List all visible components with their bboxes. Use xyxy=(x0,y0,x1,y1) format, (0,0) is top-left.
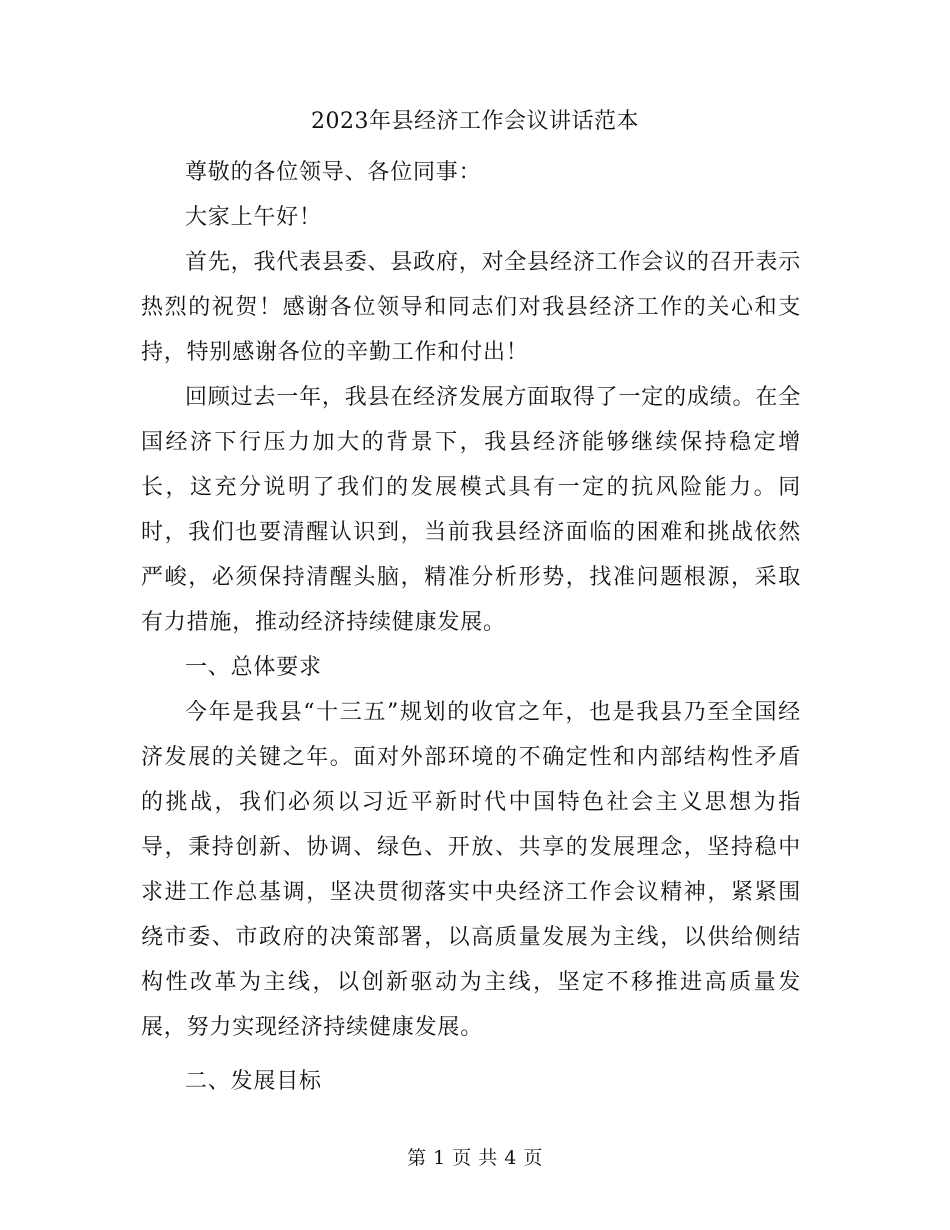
section-heading-general-requirements: 一、总体要求 xyxy=(185,655,322,680)
review-paragraph: 回顾过去一年，我县在经济发展方面取得了一定的成绩。在全国经济下行压力加大的背景下，我县经济能够继续保持稳定增长，这充分说明了我们的发展模式具有一定的抗风险能力。同时，我们也要清醒认识到，当前我县经济面临的困难和挑战依然严峻，必须保持清醒头脑，精准分析形势，找准问题根源，采取有力措施，推动经济持续健康发展。 xyxy=(141,385,801,635)
document-title: 2023年县经济工作会议讲话范本 xyxy=(311,109,639,134)
opening-paragraph: 首先，我代表县委、县政府，对全县经济工作会议的召开表示热烈的祝贺！感谢各位领导和同志们对我县经济工作的关心和支持，特别感谢各位的辛勤工作和付出！ xyxy=(141,250,801,365)
general-requirements-paragraph: 今年是我县“十三五”规划的收官之年，也是我县乃至全国经济发展的关键之年。面对外部环境的不确定性和内部结构性矛盾的挑战，我们必须以习近平新时代中国特色社会主义思想为指导，秉持创新、协调、绿色、开放、共享的发展理念，坚持稳中求进工作总基调，坚决贯彻落实中央经济工作会议精神，紧紧围绕市委、市政府的决策部署，以高质量发展为主线，以供给侧结构性改革为主线，以创新驱动为主线，坚定不移推进高质量发展，努力实现经济持续健康发展。 xyxy=(141,700,801,1040)
section-heading-development-goals: 二、发展目标 xyxy=(185,1069,322,1094)
page-number-footer: 第 1 页 共 4 页 xyxy=(407,1147,543,1169)
document-body xyxy=(141,150,801,1104)
greeting-paragraph: 大家上午好！ xyxy=(185,205,322,230)
salutation-paragraph: 尊敬的各位领导、各位同事： xyxy=(185,160,482,185)
